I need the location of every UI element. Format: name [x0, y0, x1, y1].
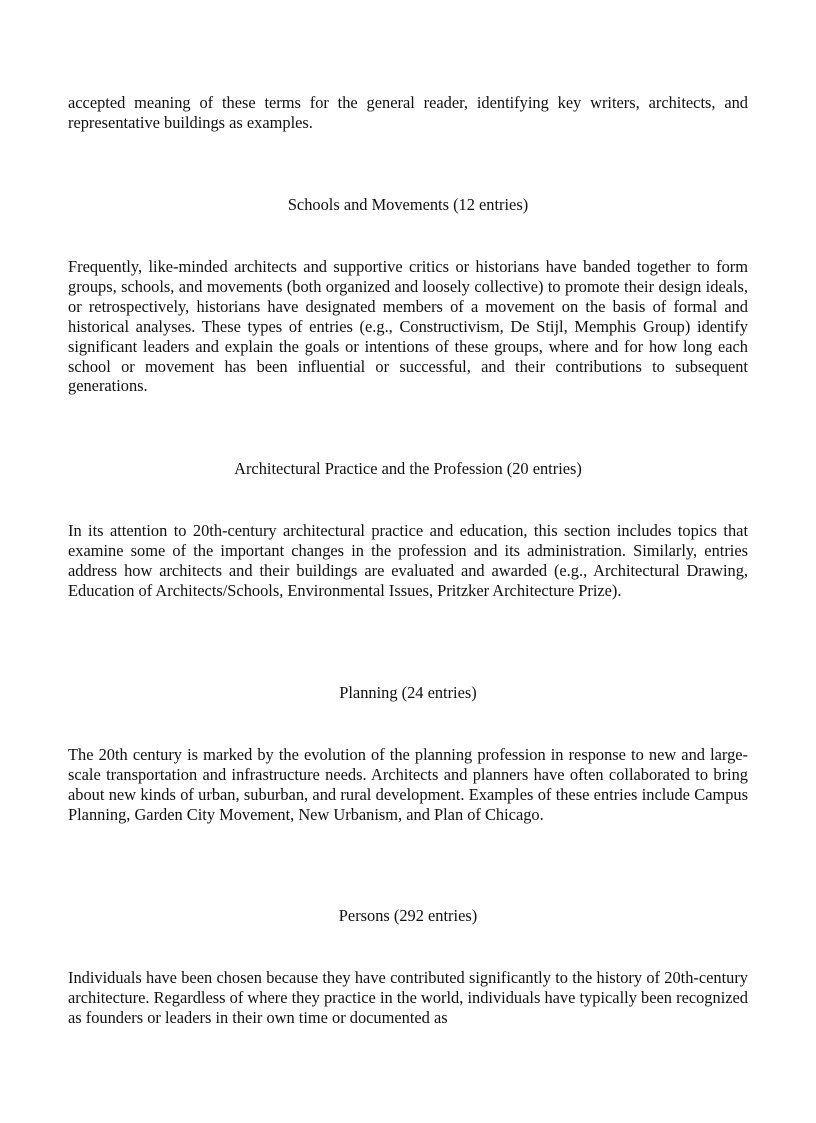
- intro-paragraph: accepted meaning of these terms for the general reader, identifying key writers, architects, and representative buildings as examples.: [68, 93, 748, 132]
- section-heading-persons: Persons (292 entries): [338, 906, 478, 925]
- section-body-architectural-practice: In its attention to 20th-century architectural practice and education, this section includes topics that examine some of the important changes in the profession and its administration. Similarly, entries address how architects and their buildings are evaluated and awarded (e.g., Architectural Drawing, Education of Architects/Schools, Environmental Issues, Pritzker Architecture Prize).: [68, 521, 748, 600]
- section-heading-architectural-practice: Architectural Practice and the Profession (20 entries): [234, 459, 582, 478]
- section-heading-schools-and-movements: Schools and Movements (12 entries): [287, 195, 529, 214]
- section-body-persons: Individuals have been chosen because they have contributed significantly to the history of 20th-century architecture. Regardless of where they practice in the world, individuals have typically been recognized as founders or leaders in their own time or documented as: [68, 968, 748, 1027]
- section-body-schools-and-movements: Frequently, like-minded architects and supportive critics or historians have banded together to form groups, schools, and movements (both organized and loosely collective) to promote their design ideals, or retrospectively, historians have designated members of a movement on the basis of formal and historical analyses. These types of entries (e.g., Constructivism, De Stijl, Memphis Group) identify significant leaders and explain the goals or intentions of these groups, where and for how long each school or movement has been influential or successful, and their contributions to subsequent generations.: [68, 257, 748, 396]
- section-body-planning: The 20th century is marked by the evolution of the planning profession in response to new and large-scale transportation and infrastructure needs. Architects and planners have often collaborated to bring about new kinds of urban, suburban, and rural development. Examples of these entries include Campus Planning, Garden City Movement, New Urbanism, and Plan of Chicago.: [68, 745, 748, 824]
- section-heading-planning: Planning (24 entries): [339, 683, 477, 702]
